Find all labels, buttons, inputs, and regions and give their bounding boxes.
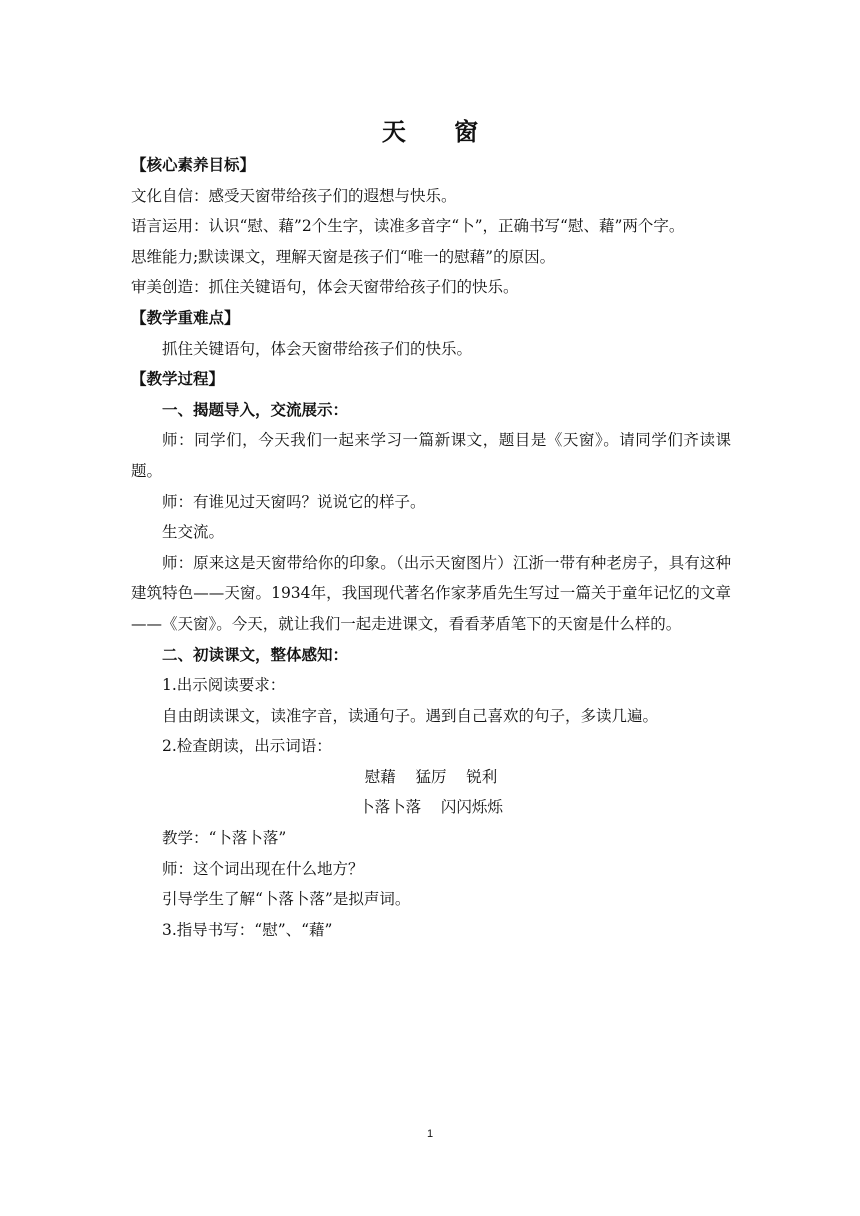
- step1-paragraph-2: 师：有谁见过天窗吗？说说它的样子。: [162, 492, 426, 511]
- step2-paragraph-1: 1.出示阅读要求：: [162, 676, 286, 695]
- goal-language: 语言运用：认识“慰、藉”2个生字，读准多音字“卜”，正确书写“慰、藉”两个字。: [131, 217, 685, 236]
- step2-paragraph-3: 2.检查朗读，出示词语：: [162, 737, 332, 756]
- document-title: 天 窗: [381, 117, 499, 146]
- document-body: [131, 150, 731, 945]
- step2-paragraph-7: 3.指导书写：“慰”、“藉”: [162, 920, 333, 939]
- step2-paragraph-6: 引导学生了解“卜落卜落”是拟声词。: [162, 890, 411, 909]
- difficulty-heading: 【教学重难点】: [131, 307, 240, 327]
- process-heading: 【教学过程】: [131, 369, 225, 389]
- step2-paragraph-4: 教学：“卜落卜落”: [162, 829, 287, 848]
- step2-paragraph-2: 自由朗读课文，读准字音，读通句子。遇到自己喜欢的句子，多读几遍。: [162, 706, 659, 725]
- word-list-row-2: 卜落卜落 闪闪烁烁: [359, 798, 503, 817]
- word-list-row-1: 慰藉 猛厉 锐利: [364, 767, 498, 786]
- goal-thinking: 思维能力;默读课文，理解天窗是孩子们“唯一的慰藉”的原因。: [131, 247, 556, 266]
- step1-paragraph-4: 师：原来这是天窗带给你的印象。（出示天窗图片）江浙一带有种老房子，具有这种建筑特色——天窗。1934年，我国现代著名作家茅盾先生写过一篇关于童年记忆的文章——《天窗》。今天，就让我们一起走进课文，看看茅盾笔下的天窗是什么样的。: [131, 553, 731, 633]
- step2-heading: 二、初读课文，整体感知：: [162, 644, 349, 664]
- step1-paragraph-1: 师：同学们，今天我们一起来学习一篇新课文，题目是《天窗》。请同学们齐读课题。: [131, 431, 731, 480]
- step1-heading: 一、揭题导入，交流展示：: [162, 399, 349, 419]
- goal-aesthetic: 审美创造：抓住关键语句，体会天窗带给孩子们的快乐。: [131, 278, 519, 297]
- step1-paragraph-3: 生交流。: [162, 523, 225, 542]
- difficulty-text: 抓住关键语句，体会天窗带给孩子们的快乐。: [162, 339, 473, 358]
- page-number: 1: [426, 1128, 434, 1140]
- goals-heading: 【核心素养目标】: [131, 155, 256, 174]
- step2-paragraph-5: 师：这个词出现在什么地方？: [162, 859, 364, 878]
- goal-culture: 文化自信：感受天窗带给孩子们的遐想与快乐。: [131, 186, 457, 205]
